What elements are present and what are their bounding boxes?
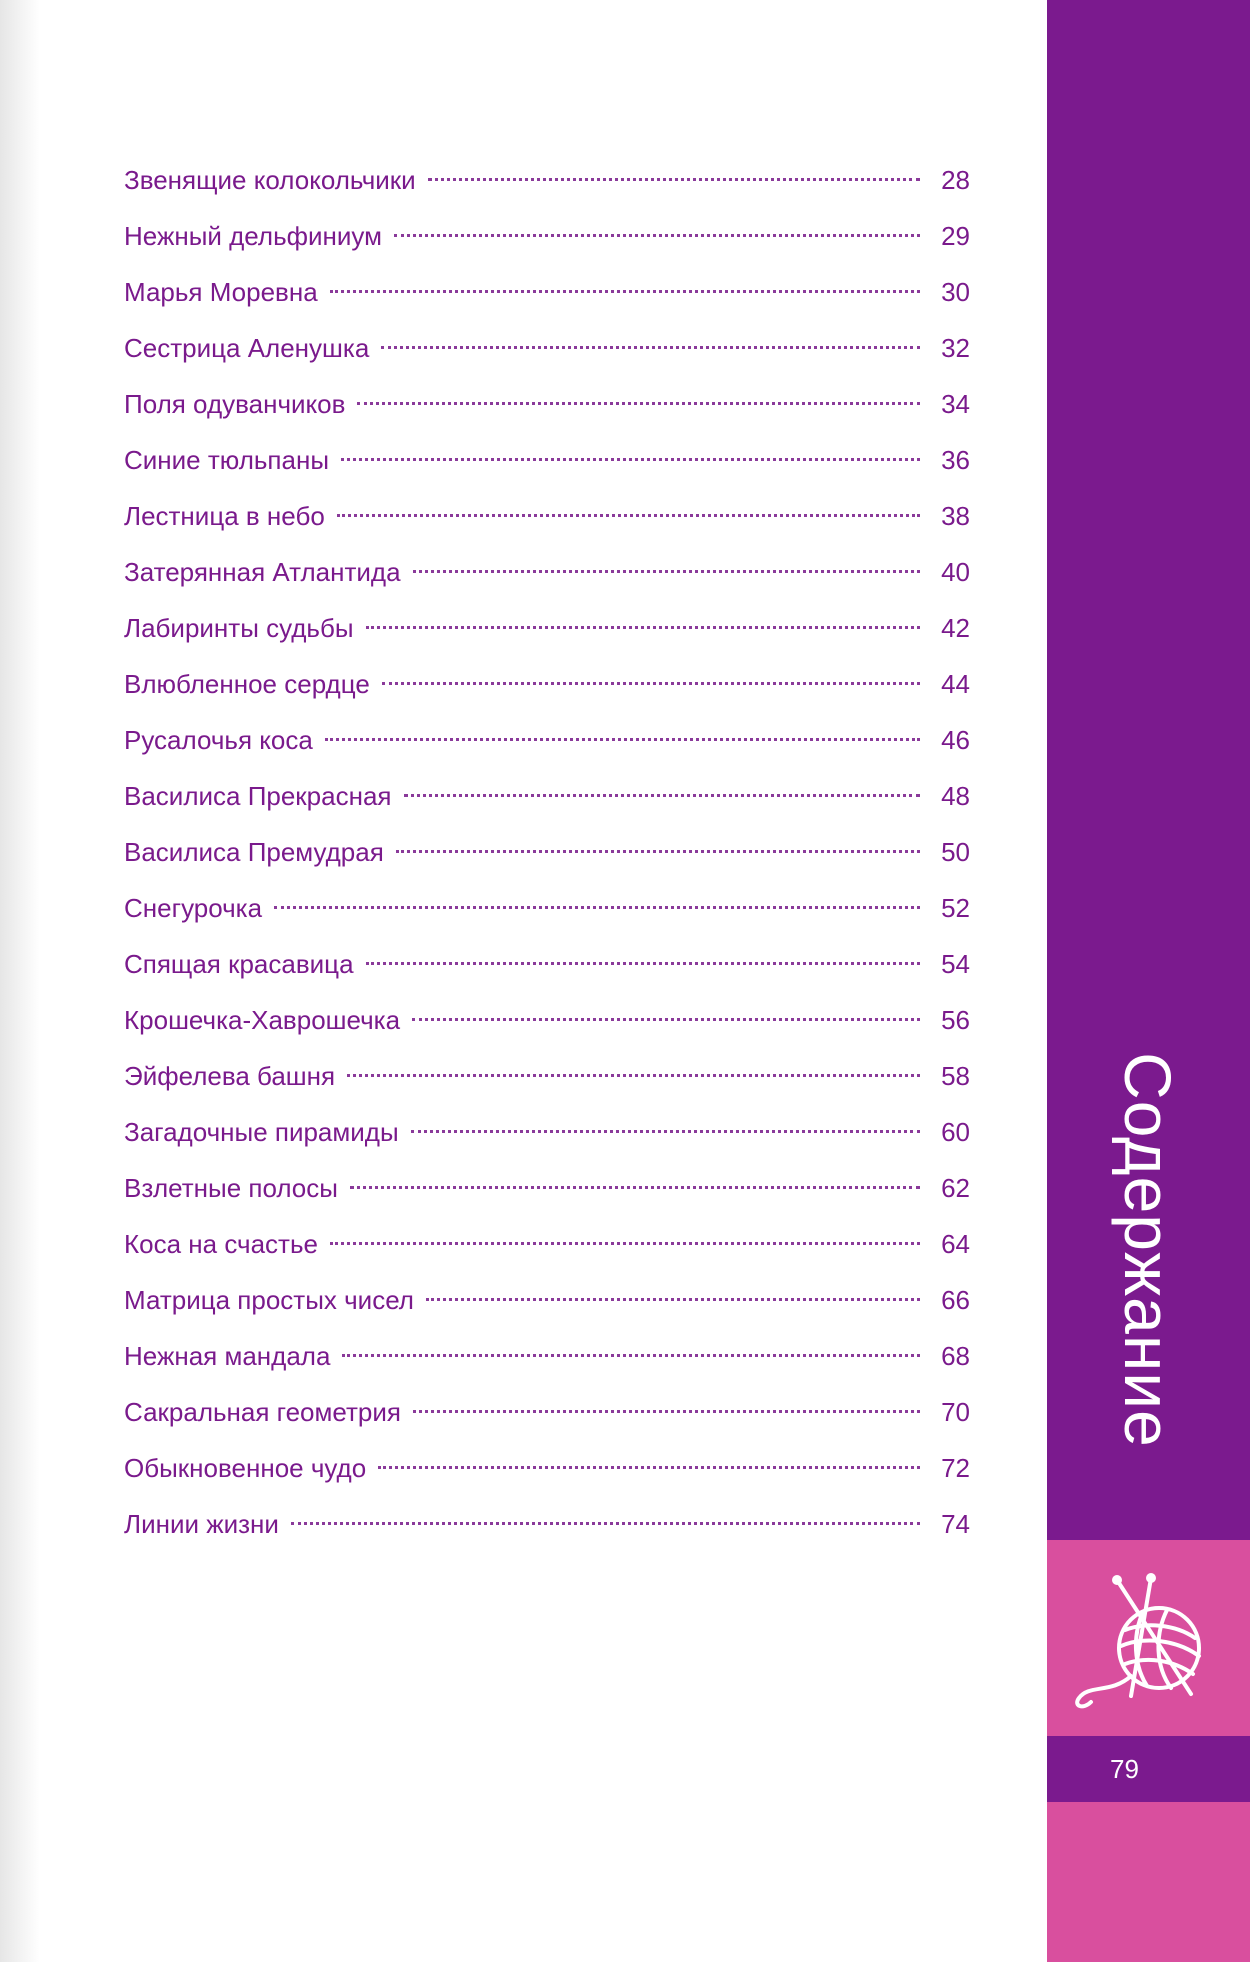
toc-dot-leader [381,346,920,349]
toc-entry-title: Синие тюльпаны [124,445,330,475]
toc-entry-page: 58 [941,1061,970,1091]
toc-dot-leader [382,682,920,685]
toc-entry [124,992,970,1048]
toc-entry-page: 66 [941,1285,970,1315]
toc-entry [124,824,970,880]
toc-dot-leader [357,402,920,405]
toc-entry [124,1496,970,1552]
toc-entry-title: Влюбленное сердце [124,669,370,699]
toc-entry-title: Матрица простых чисел [124,1285,414,1315]
toc-entry-title: Лестница в небо [124,501,325,531]
toc-dot-leader [426,1298,920,1301]
toc-dot-leader [413,570,920,573]
yarn-ball-icon [1059,1572,1239,1712]
toc-dot-leader [325,738,920,741]
toc-entry-title: Сакральная геометрия [124,1397,401,1427]
toc-entry-title: Звенящие колокольчики [124,165,416,195]
toc-entry-title: Линии жизни [124,1509,279,1539]
toc-dot-leader [330,1242,920,1245]
toc-entry-page: 44 [941,669,970,699]
toc-entry-page: 50 [941,837,970,867]
toc-entry [124,1216,970,1272]
table-of-contents [124,152,970,1552]
toc-entry-page: 34 [941,389,970,419]
toc-entry-page: 64 [941,1229,970,1259]
toc-dot-leader [428,178,920,181]
toc-dot-leader [394,234,920,237]
toc-entry-title: Обыкновенное чудо [124,1453,367,1483]
toc-dot-leader [413,1410,920,1413]
toc-dot-leader [330,290,920,293]
toc-entry-title: Сестрица Аленушка [124,333,370,363]
toc-entry [124,1328,970,1384]
toc-entry-title: Русалочья коса [124,725,313,755]
toc-dot-leader [350,1186,920,1189]
toc-dot-leader [274,906,920,909]
section-side-tab [1047,0,1250,1962]
toc-entry [124,600,970,656]
toc-dot-leader [396,850,920,853]
toc-entry [124,768,970,824]
toc-entry-title: Спящая красавица [124,949,354,979]
toc-entry-page: 30 [941,277,970,307]
toc-entry [124,208,970,264]
toc-entry [124,152,970,208]
toc-entry [124,1440,970,1496]
toc-entry-title: Крошечка-Хаврошечка [124,1005,401,1035]
side-tab-pink-band [1047,1540,1250,1736]
toc-entry-page: 38 [941,501,970,531]
toc-dot-leader [342,1354,920,1357]
toc-entry-page: 54 [941,949,970,979]
toc-entry-page: 68 [941,1341,970,1371]
toc-entry [124,1048,970,1104]
toc-entry-page: 42 [941,613,970,643]
section-title: Содержание [1111,1052,1185,1448]
page-number: 79 [1110,1754,1139,1784]
toc-dot-leader [411,1130,920,1133]
toc-entry-page: 32 [941,333,970,363]
toc-dot-leader [412,1018,920,1021]
toc-entry-title: Василиса Прекрасная [124,781,392,811]
page-number-bar [1047,1736,1250,1802]
toc-dot-leader [366,962,920,965]
toc-entry [124,432,970,488]
toc-entry [124,880,970,936]
toc-entry-page: 56 [941,1005,970,1035]
toc-entry-title: Нежная мандала [124,1341,331,1371]
toc-dot-leader [404,794,920,797]
toc-entry [124,264,970,320]
toc-entry-page: 72 [941,1453,970,1483]
toc-entry-page: 60 [941,1117,970,1147]
toc-entry-title: Загадочные пирамиды [124,1117,399,1147]
toc-entry-title: Василиса Премудрая [124,837,384,867]
toc-entry [124,656,970,712]
toc-entry-title: Эйфелева башня [124,1061,336,1091]
toc-entry-page: 52 [941,893,970,923]
toc-entry-page: 70 [941,1397,970,1427]
toc-entry-title: Нежный дельфиниум [124,221,382,251]
toc-dot-leader [291,1522,920,1525]
toc-entry-title: Затерянная Атлантида [124,557,401,587]
toc-entry-title: Лабиринты судьбы [124,613,354,643]
toc-entry [124,1384,970,1440]
toc-entry-title: Марья Моревна [124,277,318,307]
toc-entry [124,488,970,544]
toc-entry-title: Взлетные полосы [124,1173,338,1203]
toc-entry [124,936,970,992]
toc-entry [124,1104,970,1160]
toc-entry-page: 29 [941,221,970,251]
toc-entry [124,320,970,376]
toc-dot-leader [341,458,920,461]
toc-entry-title: Поля одуванчиков [124,389,346,419]
page-gutter-shadow [0,0,40,1962]
toc-entry-page: 48 [941,781,970,811]
toc-dot-leader [366,626,920,629]
toc-dot-leader [378,1466,920,1469]
side-tab-pink-footer [1047,1802,1250,1962]
toc-entry-page: 36 [941,445,970,475]
toc-entry [124,712,970,768]
toc-entry-page: 28 [941,165,970,195]
toc-entry [124,1160,970,1216]
toc-entry-page: 40 [941,557,970,587]
toc-entry-page: 46 [941,725,970,755]
toc-entry [124,544,970,600]
toc-entry-page: 74 [941,1509,970,1539]
toc-entry-page: 62 [941,1173,970,1203]
toc-entry [124,1272,970,1328]
toc-entry [124,376,970,432]
toc-entry-title: Коса на счастье [124,1229,318,1259]
toc-dot-leader [337,514,920,517]
toc-dot-leader [347,1074,920,1077]
side-tab-purple-band [1047,0,1250,1540]
toc-entry-title: Снегурочка [124,893,263,923]
